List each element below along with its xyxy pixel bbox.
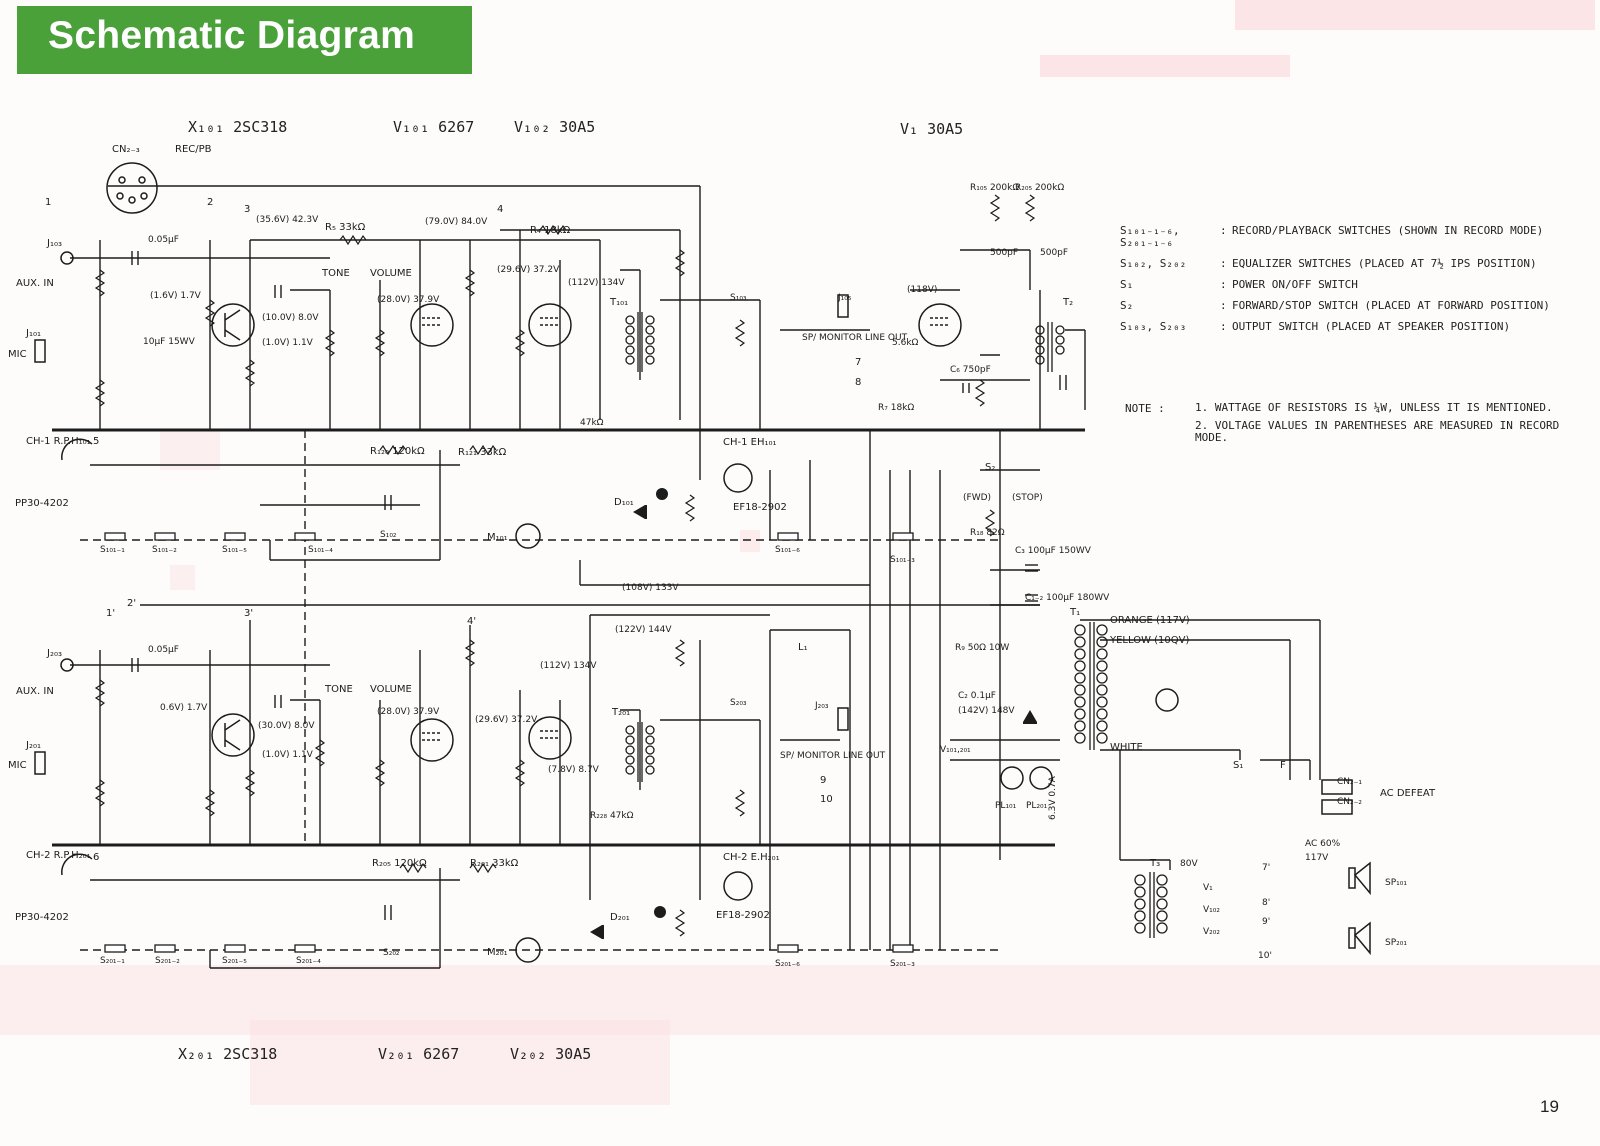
voltage-label: (112V) 134V: [540, 661, 597, 671]
voltage-label: (118V): [907, 285, 938, 295]
resistor-label: R₂₀₅ 120kΩ: [372, 858, 427, 869]
switch-label: S₁₀₁₋₁: [100, 545, 125, 555]
meter-label: M₁₀₁: [487, 532, 508, 543]
pilot-lamp-1: [1001, 767, 1023, 789]
transformer-label: T₃: [1150, 858, 1161, 869]
capacitor-label: C₃ 100μF 150WV: [1015, 546, 1091, 556]
output-jack-label: J₁₀₅: [838, 293, 852, 303]
tube-label-v1: V₁ 30A5: [900, 120, 964, 138]
transistor-x201: [212, 714, 254, 756]
aux-jack-label: J₂₀₃: [47, 648, 62, 659]
capacitor-label: C₂ 0.1μF: [958, 691, 996, 701]
erase-head-label: CH-1 EH₁₀₁: [723, 437, 777, 448]
wire-color-label: WHITE: [1110, 742, 1143, 753]
erase-type-label: EF18-2902: [733, 502, 787, 513]
capacitor-label: C₆ 750pF: [950, 365, 991, 375]
voltage-label: (79.0V) 84.0V: [425, 217, 488, 227]
erase-head-ch1: [724, 464, 752, 492]
legend-row: S₁₀₂, S₂₀₂ : EQUALIZER SWITCHES (PLACED AT 7½ IPS POSITION): [1120, 257, 1537, 270]
speaker-label: SP₁₀₁: [1385, 878, 1407, 888]
resistor-label: R₉ 50Ω 10W: [955, 643, 1010, 653]
tone-label: TONE: [322, 268, 350, 279]
switch-label: S₁₀₃: [730, 293, 747, 303]
node-label: 3: [244, 204, 251, 215]
transformer-label: T₂: [1063, 297, 1074, 308]
node-label: 2': [127, 598, 137, 609]
capacitor-label: 0.05μF: [148, 235, 179, 245]
resistor-label: R₂₀₁ 33kΩ: [470, 858, 519, 869]
transformer-label: T₂₀₁: [612, 707, 631, 718]
tube-label-v102: V₁₀₂ 30A5: [514, 118, 596, 136]
resistor-label: R₁₀₅ 200kΩ: [970, 183, 1020, 193]
diode-label: D₂₀₁: [610, 912, 630, 923]
diode-label: D₁₀₁: [614, 497, 634, 508]
voltage-label: (35.6V) 42.3V: [256, 215, 319, 225]
meter-label: M₂₀₁: [487, 947, 508, 958]
speaker-sp101: [1355, 863, 1370, 893]
note-item: 1. WATTAGE OF RESISTORS IS ¼W, UNLESS IT IS MENTIONED.: [1195, 401, 1553, 414]
filament-label: V₁₀₁,₂₀₁: [940, 745, 971, 755]
note-item: 2. VOLTAGE VALUES IN PARENTHESES ARE MEASURED IN RECORD MODE.: [1195, 419, 1560, 444]
transformer-t3: [1135, 872, 1167, 938]
capacitor-label: 10μF 15WV: [143, 337, 195, 347]
capacitor-label: 500pF: [990, 248, 1019, 258]
voltage-label: (29.6V) 37.2V: [475, 715, 538, 725]
head-label: CH-2 R.P.H₂₀₁: [26, 850, 91, 861]
mic-label: MIC: [8, 349, 27, 360]
note-label: NOTE :: [1125, 402, 1165, 415]
legend-row: S₁ : POWER ON/OFF SWITCH: [1120, 278, 1358, 291]
line-out-label: SP/ MONITOR LINE OUT: [780, 751, 886, 761]
node-label: 3': [244, 608, 254, 619]
transistor-label-x101: X₁₀₁ 2SC318: [188, 118, 288, 136]
fuse-label: F: [1280, 760, 1286, 771]
legend-row: S₂ : FORWARD/STOP SWITCH (PLACED AT FORWARD POSITION): [1120, 299, 1550, 312]
mic-label: MIC: [8, 760, 27, 771]
rec-pb-label: REC/PB: [175, 144, 212, 155]
resistor-label: R₂₂₈ 47kΩ: [590, 811, 634, 821]
node-label: 7: [855, 357, 862, 368]
voltage-label: (1.6V) 1.7V: [150, 291, 201, 301]
switch-label: S₁₀₂: [380, 530, 397, 540]
volume-label: VOLUME: [370, 684, 412, 695]
din-connector: [107, 163, 157, 213]
motor: [1156, 689, 1178, 711]
erase-head-ch2: [724, 872, 752, 900]
voltage-label: (1.0V) 1.1V: [262, 750, 313, 760]
tube-label-v202: V₂₀₂ 30A5: [510, 1045, 592, 1063]
capacitor-label: 0.05μF: [148, 645, 179, 655]
inductor-label: L₁: [798, 642, 808, 653]
connector-label: CN₂₋₂: [1337, 797, 1362, 807]
node-label: 8': [1262, 898, 1271, 908]
wire-color-label: ORANGE (117V): [1110, 615, 1190, 626]
resistors: [96, 195, 1034, 936]
filament-rating-label: 6.3V 0.7A: [1048, 776, 1058, 820]
switch-label: S₂₀₁₋₃: [890, 959, 915, 969]
head-type-label: PP30-4202: [15, 498, 69, 509]
connector-label: CN₂₋₃: [112, 144, 140, 155]
heater-tap-label: V₁: [1203, 883, 1213, 893]
switch-label: S₁₀₁₋₅: [222, 545, 247, 555]
switch-label: S₁₀₁₋₆: [775, 545, 800, 555]
volume-label: VOLUME: [370, 268, 412, 279]
resistor-label: R₅ 33kΩ: [325, 222, 366, 233]
mic-jack-ch1: [35, 340, 45, 362]
switch-label: S₁₀₁₋₃: [890, 555, 915, 565]
wire-color-label: YELLOW (10QV): [1110, 635, 1190, 646]
resistor-label: R₁₈ 82Ω: [970, 528, 1005, 538]
mic-jack-ch2: [35, 752, 45, 774]
voltage-label: (112V) 134V: [568, 278, 625, 288]
voltage-label: (29.6V) 37.2V: [497, 265, 560, 275]
switch-label: S₂₀₁₋₂: [155, 956, 180, 966]
switch-label: S₂₀₁₋₁: [100, 956, 125, 966]
voltage-label: (1.0V) 1.1V: [262, 338, 313, 348]
voltage-label: (28.0V) 37.9V: [377, 707, 440, 717]
transformer-voltage-label: 80V: [1180, 859, 1198, 869]
switch-legend: [1120, 225, 1580, 342]
node-label: 2: [207, 197, 214, 208]
switch-label: S₂₀₁₋₄: [296, 956, 321, 966]
resistor-label: R₄ 18kΩ: [530, 225, 571, 236]
tube-label-v101: V₁₀₁ 6267: [393, 118, 475, 136]
voltage-label: (7.8V) 8.7V: [548, 765, 599, 775]
transformer-label: T₁₀₁: [610, 297, 629, 308]
node-label: 1': [106, 608, 116, 619]
voltage-label: (10.0V) 8.0V: [262, 313, 319, 323]
mic-jack-label: J₂₀₁: [26, 740, 41, 751]
resistor-label: R₂₀₅ 200kΩ: [1015, 183, 1065, 193]
resistor-label: R₁₂₀ 120kΩ: [370, 446, 425, 457]
heater-tap-label: V₁₀₂: [1203, 905, 1220, 915]
resistor-label: 5.6kΩ: [892, 338, 919, 348]
ac-label: AC 60%: [1305, 839, 1341, 849]
page-number: 19: [1540, 1097, 1559, 1116]
voltage-label: 0.6V) 1.7V: [160, 703, 208, 713]
transistor-x101: [212, 304, 254, 346]
voltage-label: (108V) 133V: [622, 583, 679, 593]
speaker-label: SP₂₀₁: [1385, 938, 1407, 948]
capacitor-label: 500pF: [1040, 248, 1069, 258]
switch-label: S₂₀₁₋₅: [222, 956, 247, 966]
switch-label: S₂: [985, 462, 996, 473]
switch-position-label: (STOP): [1012, 493, 1043, 503]
voltage-label: (142V) 148V: [958, 706, 1015, 716]
resistor-label: R₁₂₁ 33kΩ: [458, 447, 507, 458]
resistor-label: R₇ 18kΩ: [878, 403, 915, 413]
head-label: CH-1 R.P.H₁₀₁: [26, 436, 91, 447]
page-title: Schematic Diagram: [48, 14, 416, 57]
lamp-label: PL₁₀₁: [995, 801, 1017, 811]
switch-label: S₂₀₃: [730, 698, 747, 708]
note-block: [1125, 402, 1580, 450]
aux-jack-label: J₁₀₃: [47, 238, 62, 249]
resistor-label: 47kΩ: [580, 418, 604, 428]
tone-label: TONE: [325, 684, 353, 695]
power-switch-label: S₁: [1233, 760, 1244, 771]
line-out-label: SP/ MONITOR LINE OUT: [802, 333, 908, 343]
switch-label: S₁₀₁₋₄: [308, 545, 333, 555]
transistor-label-x201: X₂₀₁ 2SC318: [178, 1045, 278, 1063]
tube-label-v201: V₂₀₁ 6267: [378, 1045, 460, 1063]
aux-in-label: AUX. IN: [16, 686, 54, 697]
switch-position-label: (FWD): [963, 493, 992, 503]
capacitor-label: C₁₋₂ 100μF 180WV: [1025, 593, 1110, 603]
node-label: 10: [820, 794, 833, 805]
switch-label: S₂₀₁₋₆: [775, 959, 800, 969]
output-jack-ch2: [838, 708, 848, 730]
erase-type-label: EF18-2902: [716, 910, 770, 921]
transformer-label: T₁: [1070, 607, 1081, 618]
node-label: 5: [93, 436, 100, 447]
switch-label: S₂₀₂: [383, 948, 400, 958]
ac-voltage-label: 117V: [1305, 853, 1329, 863]
transformer-t1: [1075, 622, 1107, 750]
switch-label: S₁₀₁₋₂: [152, 545, 177, 555]
voltage-label: (122V) 144V: [615, 625, 672, 635]
erase-head-label: CH-2 E.H₂₀₁: [723, 852, 780, 863]
node-label: 9: [820, 775, 827, 786]
node-label: 7': [1262, 863, 1271, 873]
legend-row: S₁₀₁₋₁₋₆, S₂₀₁₋₁₋₆ : RECORD/PLAYBACK SWITCHES (SHOWN IN RECORD MODE): [1120, 224, 1544, 249]
head-type-label: PP30-4202: [15, 912, 69, 923]
node-label: 8: [855, 377, 862, 388]
connector-label: CN₂₋₁: [1337, 777, 1362, 787]
ac-defeat-label: AC DEFEAT: [1380, 788, 1436, 799]
mic-jack-label: J₁₀₁: [26, 328, 41, 339]
node-label: 6: [93, 852, 100, 863]
legend-row: S₁₀₃, S₂₀₃ : OUTPUT SWITCH (PLACED AT SPEAKER POSITION): [1120, 320, 1511, 333]
switch-contacts: [105, 533, 913, 952]
node-label: 4': [467, 616, 477, 627]
node-label: 1: [45, 197, 52, 208]
node-label: 4: [497, 204, 504, 215]
node-label: 9': [1262, 917, 1271, 927]
heater-tap-label: V₂₀₂: [1203, 927, 1220, 937]
meter-ch1: [516, 524, 540, 548]
voltage-label: (30.0V) 8.0V: [258, 721, 315, 731]
output-jack-label: J₂₀₃: [815, 701, 829, 711]
voltage-label: (28.0V) 37.9V: [377, 295, 440, 305]
node-label: 10': [1258, 951, 1272, 961]
lamp-label: PL₂₀₁: [1026, 801, 1048, 811]
speaker-sp201: [1355, 923, 1370, 953]
aux-in-label: AUX. IN: [16, 278, 54, 289]
